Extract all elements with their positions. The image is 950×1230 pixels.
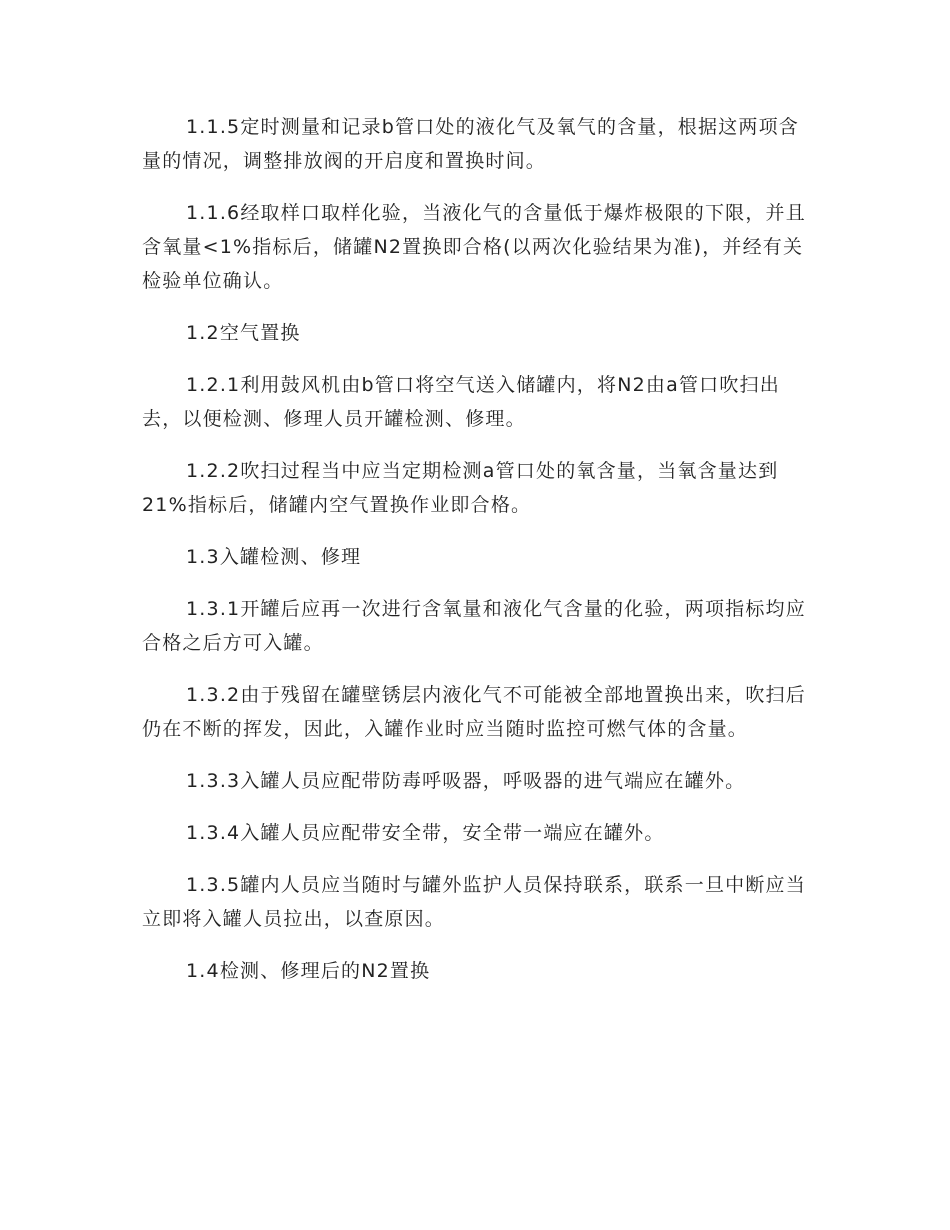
paragraph-1-1-6: 1.1.6经取样口取样化验，当液化气的含量低于爆炸极限的下限，并且含氧量<1%指标后，储罐N2置换即合格(以两次化验结果为准)，并经有关检验单位确认。 <box>142 202 806 292</box>
section-heading-1-2: 1.2空气置换 <box>186 322 301 344</box>
document-body <box>142 110 812 1006</box>
paragraph-1-2-2: 1.2.2吹扫过程当中应当定期检测a管口处的氧含量，当氧含量达到21%指标后，储罐内空气置换作业即合格。 <box>142 460 779 516</box>
paragraph-1-1-5: 1.1.5定时测量和记录b管口处的液化气及氧气的含量，根据这两项含量的情况，调整排放阀的开启度和置换时间。 <box>142 116 800 172</box>
paragraph-1-3-2: 1.3.2由于残留在罐壁锈层内液化气不可能被全部地置换出来，吹扫后仍在不断的挥发，因此，入罐作业时应当随时监控可燃气体的含量。 <box>142 684 806 740</box>
section-heading-1-3: 1.3入罐检测、修理 <box>186 546 362 568</box>
paragraph-1-3-4: 1.3.4入罐人员应配带安全带，安全带一端应在罐外。 <box>186 822 665 844</box>
paragraph-1-3-5: 1.3.5罐内人员应当随时与罐外监护人员保持联系，联系一旦中断应当立即将入罐人员拉出，以查原因。 <box>142 874 806 930</box>
section-heading-1-4: 1.4检测、修理后的N2置换 <box>186 960 431 982</box>
paragraph-1-2-1: 1.2.1利用鼓风机由b管口将空气送入储罐内，将N2由a管口吹扫出去，以便检测、修理人员开罐检测、修理。 <box>142 374 780 430</box>
paragraph-1-3-3: 1.3.3入罐人员应配带防毒呼吸器，呼吸器的进气端应在罐外。 <box>186 770 746 792</box>
paragraph-1-3-1: 1.3.1开罐后应再一次进行含氧量和液化气含量的化验，两项指标均应合格之后方可入罐。 <box>142 598 806 654</box>
